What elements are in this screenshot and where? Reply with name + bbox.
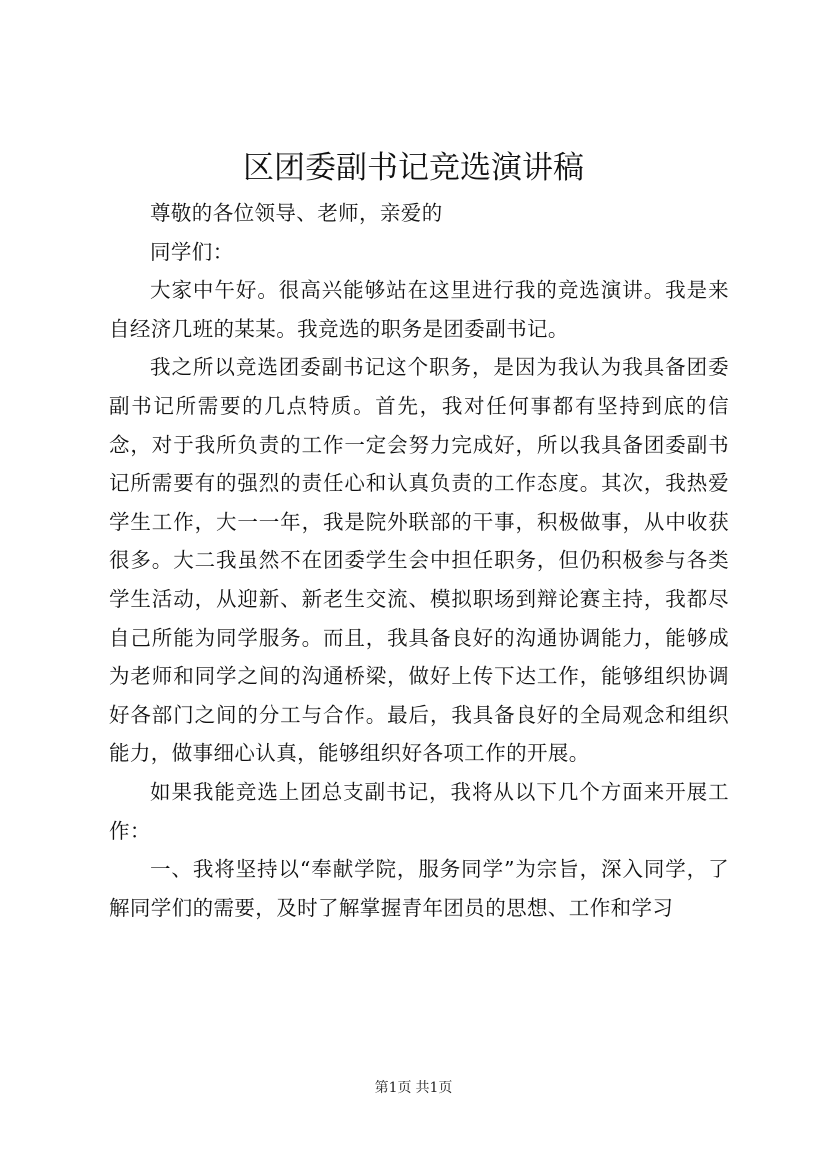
document-title: 区团委副书记竞选演讲稿 xyxy=(243,150,584,186)
paragraph-qualifications: 我之所以竞选团委副书记这个职务，是因为我认为我具备团委副书记所需要的几点特质。首先，我对任何事都有坚持到底的信念，对于我所负责的工作一定会努力完成好，所以我具备团委副书记所需要有的强烈的责任心和认真负责的工作态度。其次，我热爱学生工作，大一一年，我是院外联部的干事，积极做事，从中收获很多。大二我虽然不在团委学生会中担任职务，但仍积极参与各类学生活动，从迎新、新老生交流、模拟职场到辩论赛主持，我都尽自己所能为同学服务。而且，我具备良好的沟通协调能力，能够成为老师和同学之间的沟通桥梁，做好上传下达工作，能够组织协调好各部门之间的分工与合作。最后，我具备良好的全局观念和组织能力，做事细心认真，能够组织好各项工作的开展。 xyxy=(109,355,729,766)
paragraph-plan-intro: 如果我能竞选上团总支副书记，我将从以下几个方面来开展工作： xyxy=(109,779,729,843)
page-footer xyxy=(0,1078,827,1098)
paragraph-greeting: 大家中午好。很高兴能够站在这里进行我的竞选演讲。我是来自经济几班的某某。我竞选的职务是团委副书记。 xyxy=(109,278,729,341)
salutation-line-2: 同学们： xyxy=(150,239,234,264)
document-body xyxy=(109,194,729,927)
salutation-line-1: 尊敬的各位领导、老师，亲爱的 xyxy=(150,201,443,225)
page-number-total: 共1页 xyxy=(415,1080,453,1096)
paragraph-plan-item-1: 一、我将坚持以“奉献学院，服务同学”为宗旨，深入同学，了解同学们的需要，及时了解掌握青年团员的思想、工作和学习 xyxy=(109,857,729,920)
page-number-current: 第1页 xyxy=(374,1080,412,1096)
